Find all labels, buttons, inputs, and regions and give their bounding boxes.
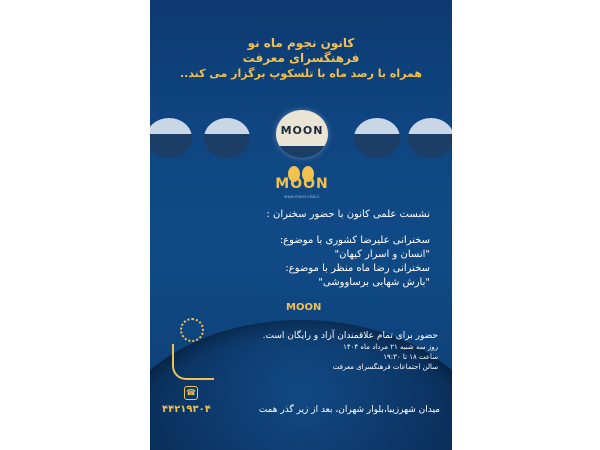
speaker-1: سخنرانی علیرضا کشوری با موضوع:	[279, 235, 430, 246]
moon-logo-word: MOON	[280, 124, 324, 137]
topic-2: "بارش شهابی برساووشی"	[318, 277, 430, 288]
moon-phase-icon	[204, 118, 250, 158]
event-info	[218, 330, 438, 372]
event-date: روز سه شنبه ۲۱ مرداد ماه ۱۴۰۴	[343, 343, 438, 351]
logo-word: MOON	[275, 176, 329, 192]
phone-number: ۴۴۲۱۹۳۰۴	[162, 404, 211, 415]
moon-phase-icon	[150, 118, 192, 158]
header-title: کانون نجوم ماه نو	[247, 36, 355, 50]
moon-phases	[150, 110, 452, 160]
event-venue: سالن اجتماعات فرهنگسرای معرفت	[332, 363, 438, 371]
calligraphy-mark	[172, 344, 214, 380]
moon-small-logo: MOON	[286, 302, 322, 313]
phone-icon: ☎	[184, 386, 198, 400]
event-poster	[150, 0, 452, 450]
logo-tagline: www.moon-club.ir	[284, 194, 320, 199]
attendance-note: حضور برای تمام علاقمندان آزاد و رایگان است.	[262, 331, 438, 341]
seal-icon	[180, 318, 204, 342]
moon-phase-icon	[408, 118, 452, 158]
speaker-2: سخنرانی رضا ماه منظر با موضوع:	[285, 263, 430, 274]
moon-club-logo	[270, 166, 334, 202]
poster-header	[156, 36, 446, 81]
header-organizer: فرهنگسرای معرفت	[242, 51, 360, 65]
topic-1: "انسان و اسرار کیهان"	[334, 249, 430, 260]
header-subtitle: همراه با رصد ماه با تلسکوپ برگزار می کند..	[179, 67, 423, 80]
talk-details	[170, 208, 430, 290]
cultural-center-logo	[172, 318, 212, 378]
address: میدان شهرزیبا،بلوار شهران، بعد از زیر گذر همت	[258, 405, 440, 415]
full-moon-logo	[276, 110, 328, 158]
event-time: ساعت ۱۸ تا ۱۹:۳۰	[383, 353, 438, 361]
talk-intro: نشست علمی کانون با حضور سخنران :	[266, 209, 430, 220]
moon-phase-icon	[354, 118, 400, 158]
